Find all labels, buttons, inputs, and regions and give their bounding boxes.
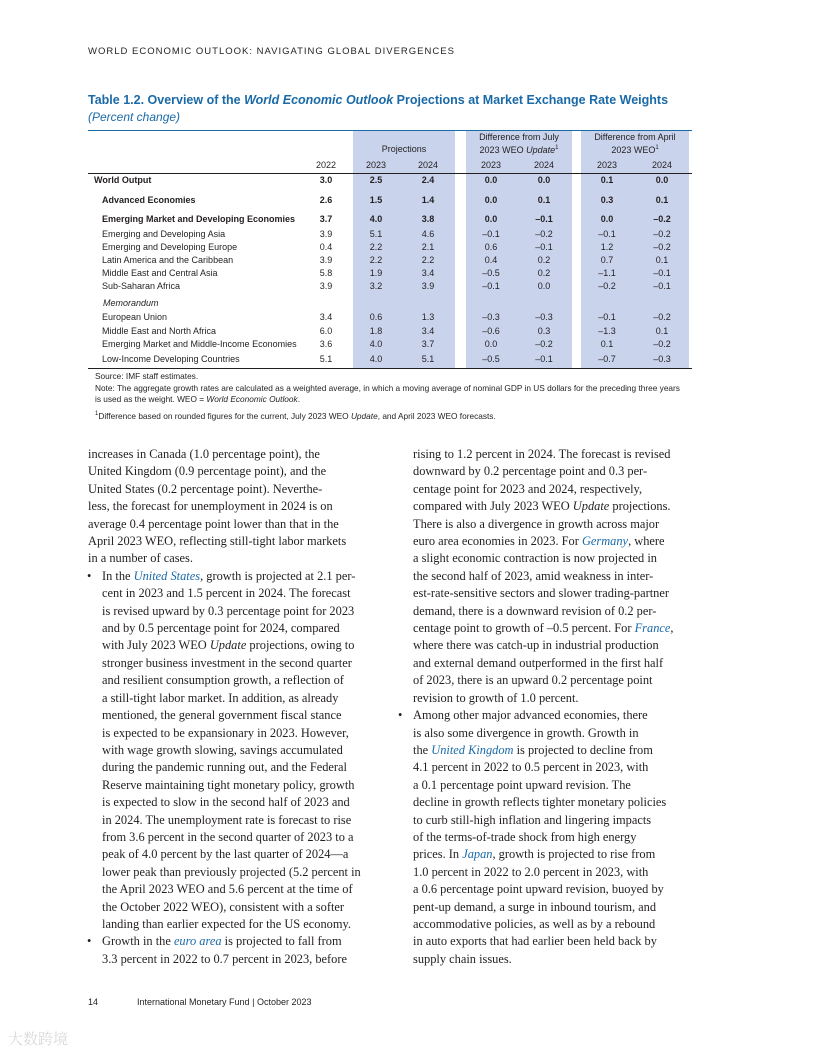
row-label: Middle East and North Africa (102, 326, 217, 336)
row-value: 0.0 (655, 175, 669, 185)
text-line: rising to 1.2 percent in 2024. The forecast is revised (413, 447, 671, 461)
table-note-line1: Note: The aggregate growth rates are calculated as a weighted average, in which a moving average of nominal GDP in US dollars for the preceding three years (95, 383, 680, 393)
text-line: in a number of cases. (88, 551, 193, 566)
row-value: 4.6 (421, 229, 435, 239)
row-value: 3.4 (421, 326, 435, 336)
group-july-line2b: Update (526, 145, 556, 155)
row-value: 0.6 (484, 242, 498, 252)
header-rule (88, 173, 692, 174)
text-line: where there was catch-up in industrial production (413, 638, 659, 653)
row-value: 3.2 (369, 281, 383, 291)
watermark: 大数跨境 (8, 1031, 69, 1048)
page-number: 14 (88, 997, 99, 1007)
text-line: is also some divergence in growth. Growth in (413, 725, 639, 740)
text-line: the October 2022 WEO), consistent with a softer (102, 899, 345, 914)
row-value: 0.0 (484, 339, 498, 349)
row-value: 3.0 (319, 175, 333, 185)
text-line: a 0.6 percentage point upward revision, buoyed by (413, 882, 664, 897)
text-line: landing than earlier expected for the US economy. (102, 916, 351, 931)
row-value: 3.8 (421, 214, 435, 224)
text-line: There is also a divergence in growth across major (413, 516, 660, 531)
row-value: –0.1 (653, 268, 671, 278)
row-value: –0.1 (482, 281, 500, 291)
row-label: Emerging Market and Middle-Income Economies (102, 339, 297, 349)
row-value: 5.1 (369, 229, 383, 239)
text-fragment: euro area economies in 2023. For (413, 534, 582, 549)
text-line: supply chain issues. (413, 951, 512, 966)
row-value: 0.1 (655, 326, 669, 336)
row-value: 0.3 (537, 326, 551, 336)
text-fragment: centage point to growth of –0.5 percent. For (413, 621, 635, 636)
row-value: 0.6 (369, 312, 383, 322)
text-line: average 0.4 percentage point lower than that in the (88, 516, 339, 531)
text-line: peak of 4.0 percent by the last quarter of 2024—a (102, 847, 349, 862)
text-line: Among other major advanced economies, there (413, 708, 648, 723)
year-col-6: 2023 (596, 160, 618, 170)
table-note-line2b: World Economic Outlook (206, 393, 298, 404)
row-value: 0.2 (537, 255, 551, 265)
row-value: –0.2 (535, 339, 553, 349)
year-col-1: 2022 (315, 160, 337, 170)
row-value: –0.1 (482, 229, 500, 239)
text-line: from 3.6 percent in the second quarter of 2023 to a (102, 829, 354, 844)
text-fragment: , growth is projected at 2.1 per- (200, 568, 356, 583)
text-line: United States (0.2 percentage point). Neverthe- (88, 481, 323, 496)
row-value: 0.0 (484, 175, 498, 185)
table-note (95, 383, 695, 404)
text-line: and external demand outperformed in the first half (413, 655, 664, 670)
row-value: 3.9 (421, 281, 435, 291)
row-label: Emerging and Developing Asia (102, 229, 226, 239)
row-value: 1.5 (369, 195, 383, 205)
text-line: decline in growth reflects tighter monetary policies (413, 795, 667, 810)
row-value: 2.4 (421, 175, 435, 185)
text-line: United Kingdom (0.9 percentage point), and the (88, 464, 327, 479)
row-value: 0.1 (600, 175, 614, 185)
text-line: stronger business investment in the second quarter (102, 655, 352, 670)
row-value: 3.9 (319, 281, 333, 291)
text-fragment: Growth in the (102, 934, 174, 949)
row-value: 6.0 (319, 326, 333, 336)
text-line: 4.1 percent in 2022 to 0.5 percent in 2023, with (413, 760, 649, 775)
text-fragment: , (670, 621, 674, 636)
right-column (399, 446, 699, 968)
table-footnote-b: Update (350, 410, 378, 421)
row-value: –0.2 (653, 229, 671, 239)
row-value: –0.2 (653, 339, 671, 349)
text-line: increases in Canada (1.0 percentage point), the (88, 447, 320, 461)
text-fragment: , where (628, 534, 665, 549)
text-fragment: projections. (609, 499, 671, 514)
row-value: 0.4 (484, 255, 498, 265)
bullet-icon: • (398, 708, 403, 723)
row-value: 0.0 (484, 195, 498, 205)
row-value: –0.5 (482, 268, 500, 278)
text-fragment: is projected to decline from (513, 742, 653, 757)
text-line: to curb still-high inflation and lingering impacts (413, 812, 652, 827)
row-value: 2.2 (421, 255, 435, 265)
row-label: World Output (94, 175, 152, 185)
year-col-7: 2024 (651, 160, 673, 170)
group-april-line2: 2023 WEO (611, 145, 656, 155)
row-value: 2.2 (369, 242, 383, 252)
row-value: –0.1 (598, 229, 616, 239)
row-value: 3.4 (421, 268, 435, 278)
row-value: –0.2 (653, 312, 671, 322)
text-fragment: projections, owing to (246, 638, 355, 653)
row-value: –1.1 (598, 268, 616, 278)
row-value: 3.4 (319, 312, 333, 322)
text-line: demand, there is a downward revision of 0.2 per- (413, 603, 657, 618)
text-line: est-rate-sensitive sectors and slower trading-partner (413, 586, 669, 601)
row-value: –0.2 (598, 281, 616, 291)
row-value: 1.4 (421, 195, 435, 205)
row-value: 0.4 (319, 242, 333, 252)
row-value: 0.1 (600, 339, 614, 349)
text-fragment: , growth is projected to rise from (492, 847, 656, 862)
row-value: 4.0 (369, 214, 383, 224)
row-value: –0.2 (653, 214, 671, 224)
text-line: accommodative policies, as well as by a rebound (413, 916, 656, 931)
country-link-germany[interactable]: Germany (581, 534, 629, 549)
row-label: Low-Income Developing Countries (102, 354, 240, 364)
table-footnote (95, 409, 695, 421)
row-value: –0.6 (482, 326, 500, 336)
row-label: Sub-Saharan Africa (102, 281, 181, 291)
bullet-icon: • (87, 568, 92, 583)
row-value: 0.7 (600, 255, 614, 265)
text-line: 1.0 percent in 2022 to 2.0 percent in 2023, with (413, 864, 649, 879)
text-line: less, the forecast for unemployment in 2024 is on (88, 499, 333, 514)
text-fragment: compared with July 2023 WEO (413, 499, 573, 514)
row-value: 5.1 (319, 354, 333, 364)
table-subtitle: (Percent change) (88, 110, 181, 124)
text-line: a slight economic contraction is now projected in (413, 551, 657, 566)
row-value: 2.1 (421, 242, 435, 252)
bullet-euro-area (88, 933, 388, 968)
group-july-line1: Difference from July (479, 132, 559, 142)
text-line: centage point for 2023 and 2024, respectively, (413, 481, 643, 496)
table-footnote-a: Difference based on rounded figures for the current, July 2023 WEO (98, 410, 351, 421)
text-fragment: with July 2023 WEO (102, 638, 210, 653)
text-line: April 2023 WEO, reflecting still-tight labor markets (88, 534, 347, 549)
text-line: the April 2023 WEO and 5.6 percent at the time of (102, 882, 353, 897)
row-value: 3.7 (421, 339, 435, 349)
row-value: –0.1 (535, 354, 553, 364)
row-value: 0.1 (655, 255, 669, 265)
top-rule (88, 130, 692, 131)
row-value: –0.1 (598, 312, 616, 322)
row-value: 1.8 (369, 326, 383, 336)
row-value: 0.0 (537, 175, 551, 185)
row-value: 3.9 (319, 255, 333, 265)
row-value: 2.6 (319, 195, 333, 205)
row-value: –0.2 (653, 242, 671, 252)
text-line: pent-up demand, a surge in inbound tourism, and (413, 899, 657, 914)
year-col-4: 2023 (480, 160, 502, 170)
country-link-united-states[interactable]: United States (133, 568, 201, 583)
country-link-japan[interactable]: Japan (462, 847, 493, 862)
row-value: 5.1 (421, 354, 435, 364)
table-title-suffix: Projections at Market Exchange Rate Weights (393, 93, 669, 107)
text-fragment: In the (102, 568, 134, 583)
text-line: 3.3 percent in 2022 to 0.7 percent in 2023, before (102, 951, 347, 966)
text-line: a still-tight labor market. In addition, as already (102, 690, 339, 705)
row-value: –0.1 (535, 242, 553, 252)
footer-date: October 2023 (256, 997, 312, 1007)
row-value: 1.3 (421, 312, 435, 322)
text-line: with wage growth slowing, savings accumulated (102, 742, 343, 757)
bullet-other-advanced (399, 707, 699, 968)
row-value: 1.2 (600, 242, 614, 252)
row-value: 4.0 (369, 339, 383, 349)
country-link-france[interactable]: France (634, 621, 671, 636)
row-value: –0.7 (598, 354, 616, 364)
text-fragment: Update (209, 638, 247, 653)
year-col-3: 2024 (417, 160, 439, 170)
row-label: Advanced Economies (102, 195, 196, 205)
table-note-line2c: . (297, 393, 300, 404)
text-line: is expected to slow in the second half of 2023 and (102, 795, 350, 810)
group-july-sup: 1 (555, 145, 559, 151)
row-value: 0.1 (537, 195, 551, 205)
row-value: 3.9 (319, 229, 333, 239)
row-value: –0.5 (482, 354, 500, 364)
text-line: and resilient consumption growth, a reflection of (102, 673, 344, 688)
bottom-rule (88, 368, 692, 369)
projections-table (88, 128, 692, 368)
group-july-line2a: 2023 WEO (479, 145, 527, 155)
row-label: Emerging Market and Developing Economies (102, 214, 296, 224)
footer-publisher (137, 997, 312, 1007)
row-value: 0.3 (600, 195, 614, 205)
left-column (88, 446, 388, 968)
row-label: Latin America and the Caribbean (102, 255, 234, 265)
table-title (88, 93, 668, 107)
row-value: 0.2 (537, 268, 551, 278)
text-fragment: the (413, 742, 432, 757)
text-line: lower peak than previously projected (5.2 percent in (102, 864, 361, 879)
text-line: is revised upward by 0.3 percentage point for 2023 (102, 603, 355, 618)
running-head: WORLD ECONOMIC OUTLOOK: NAVIGATING GLOBAL DIVERGENCES (88, 46, 455, 57)
country-link-united-kingdom[interactable]: United Kingdom (431, 742, 514, 757)
row-value: 1.9 (369, 268, 383, 278)
group-april (581, 132, 689, 156)
table-footnote-c: , and April 2023 WEO forecasts. (377, 410, 496, 421)
euro-area-continued (399, 446, 699, 707)
footer-separator: | (252, 997, 255, 1007)
row-value: 4.0 (369, 354, 383, 364)
row-value: 5.8 (319, 268, 333, 278)
bullet-united-states (88, 568, 388, 934)
text-fragment: Update (572, 499, 610, 514)
table-note-line2a: is used as the weight. WEO = (95, 393, 207, 404)
year-col-2: 2023 (365, 160, 387, 170)
text-line: and by 0.5 percentage point for 2024, compared (102, 621, 340, 636)
text-line: revision to growth of 1.0 percent. (413, 690, 579, 705)
text-line: in 2024. The unemployment rate is forecast to rise (102, 812, 352, 827)
row-value: –0.3 (482, 312, 500, 322)
text-line: is expected to be expansionary in 2023. However, (102, 725, 349, 740)
row-value: 3.6 (319, 339, 333, 349)
footer-publisher-name: International Monetary Fund (137, 997, 250, 1007)
row-value: 0.0 (537, 281, 551, 291)
row-value: –1.3 (598, 326, 616, 336)
table-title-prefix: Table 1.2. Overview of the (88, 93, 245, 107)
row-value: 2.5 (369, 175, 383, 185)
row-value: –0.1 (653, 281, 671, 291)
table-source: Source: IMF staff estimates. (95, 371, 199, 381)
row-value: –0.3 (535, 312, 553, 322)
row-label: European Union (102, 312, 168, 322)
bullet-icon: • (87, 934, 92, 949)
memorandum-label: Memorandum (103, 298, 159, 308)
row-value: –0.2 (535, 229, 553, 239)
row-value: 2.2 (369, 255, 383, 265)
text-line: cent in 2023 and 1.5 percent in 2024. The forecast (102, 586, 351, 601)
year-col-5: 2024 (533, 160, 555, 170)
text-line: downward by 0.2 percentage point and 0.3 per- (413, 464, 648, 479)
table-footnote-sup: 1 (95, 411, 99, 417)
row-value: 0.0 (600, 214, 614, 224)
text-line: of the terms-of-trade shock from high energy (413, 829, 637, 844)
country-link-euro-area[interactable]: euro area (173, 934, 222, 949)
row-value: –0.1 (535, 214, 553, 224)
group-april-sup: 1 (655, 145, 659, 151)
group-april-line1: Difference from April (594, 132, 676, 142)
table-title-italic: World Economic Outlook (244, 93, 394, 107)
row-label: Emerging and Developing Europe (102, 242, 238, 252)
row-value: 3.7 (319, 214, 333, 224)
group-projections: Projections (381, 144, 427, 154)
text-fragment: prices. In (413, 847, 463, 862)
row-label: Middle East and Central Asia (102, 268, 218, 278)
text-fragment: is projected to fall from (221, 934, 342, 949)
text-line: in auto exports that had earlier been held back by (413, 934, 657, 949)
row-value: –0.3 (653, 354, 671, 364)
group-july (466, 132, 572, 156)
text-line: a 0.1 percentage point upward revision. The (413, 777, 631, 792)
text-line: the second half of 2023, amid weakness in inter- (413, 568, 654, 583)
text-line: during the pandemic running out, and the Federal (102, 760, 347, 775)
row-value: 0.0 (484, 214, 498, 224)
text-line: Reserve maintaining tight monetary policy, growth (102, 777, 355, 792)
row-value: 0.1 (655, 195, 669, 205)
text-line: of 2023, there is an upward 0.2 percentage point (413, 673, 653, 688)
text-line: mentioned, the general government fiscal stance (102, 708, 342, 723)
